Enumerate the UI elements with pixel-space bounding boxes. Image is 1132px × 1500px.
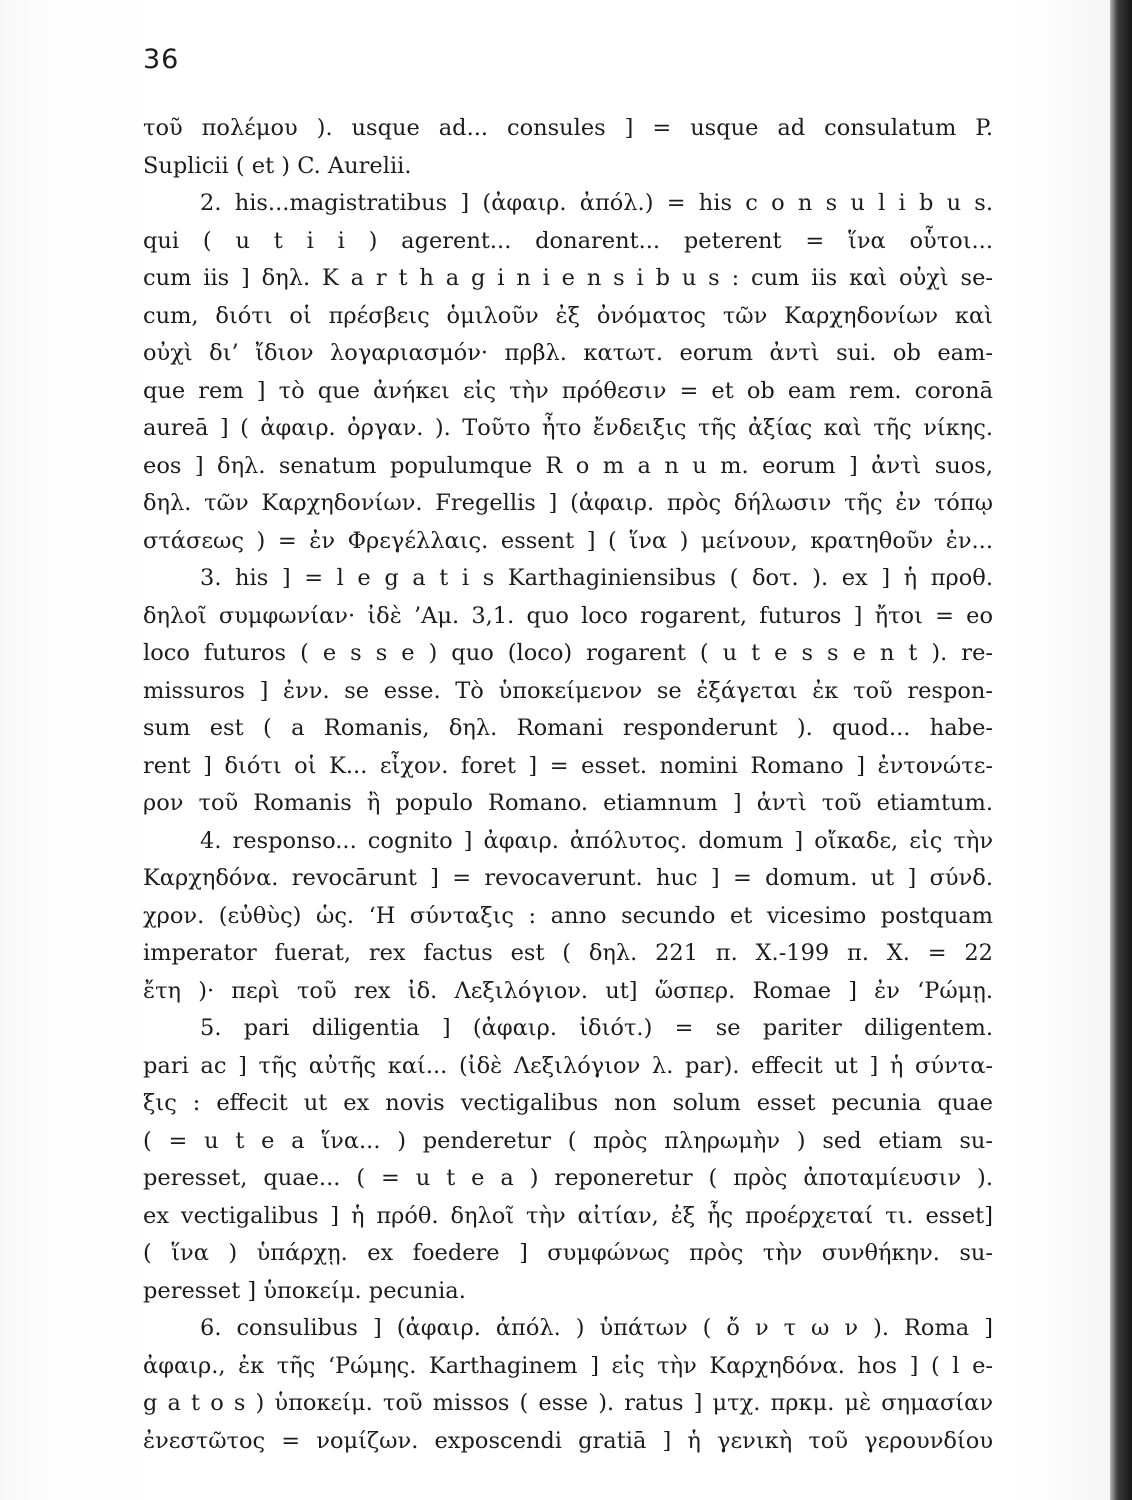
text-line: ἔτη )· περὶ τοῦ rex ἰδ. Λεξιλόγιον. ut] ὥσπερ. Romae ] ἐν ‘Ρώμῃ.	[143, 977, 993, 1004]
text-line: peresset ] ὑποκείμ. pecunia.	[143, 1277, 466, 1304]
text-line: peresset, quae... ( = u t e a ) reponeretur ( πρὸς ἀποταμίευσιν ).	[143, 1165, 993, 1191]
text-line: ἐνεστῶτος = νομίζων. exposcendi gratiā ] ἡ γενικὴ τοῦ γερουνδίου	[143, 1427, 993, 1454]
commentary-text	[143, 110, 993, 1460]
text-line: δηλοῖ συμφωνίαν· ἰδὲ ’Αμ. 3,1. quo loco rogarent, futuros ] ἤτοι = eo	[143, 602, 993, 629]
text-line: imperator fuerat, rex factus est ( δηλ. 221 π. Χ.-199 π. Χ. = 22	[143, 940, 993, 966]
text-line: ἀφαιρ., ἐκ τῆς ‘Ρώμης. Karthaginem ] εἰς τὴν Καρχηδόνα. hos ] ( l e-	[143, 1352, 993, 1379]
text-line: qui ( u t i i ) agerent... donarent... peterent = ἵνα οὗτοι...	[143, 227, 993, 254]
text-line: que rem ] τὸ que ἀνήκει εἰς τὴν πρόθεσιν = et ob eam rem. coronā	[143, 377, 993, 404]
text-line: στάσεως ) = ἐν Φρεγέλλαις. essent ] ( ἵνα ) μείνουν, κρατηθοῦν ἐν...	[143, 527, 993, 554]
text-line: ( = u t e a ἵνα... ) penderetur ( πρὸς πληρωμὴν ) sed etiam su-	[143, 1127, 993, 1154]
page-edge-shadow	[1110, 0, 1132, 1500]
text-line: οὐχὶ δι’ ἴδιον λογαριασμόν· πρβλ. κατωτ. eorum ἀντὶ sui. ob eam-	[143, 340, 993, 366]
text-line: eos ] δηλ. senatum populumque R o m a n u m. eorum ] ἀντὶ suos,	[143, 452, 993, 479]
text-line: sum est ( a Romanis, δηλ. Romani responderunt ). quod... habe-	[143, 715, 993, 741]
text-line: 5. pari diligentia ] (ἀφαιρ. ἰδιότ.) = se pariter diligentem.	[200, 1015, 993, 1041]
text-line: 4. responso... cognito ] ἀφαιρ. ἀπόλυτος. domum ] οἴκαδε, εἰς τὴν	[200, 827, 993, 854]
text-line: aureā ] ( ἀφαιρ. ὀργαν. ). Τοῦτο ἦτο ἔνδειξις τῆς ἀξίας καὶ τῆς νίκης.	[143, 415, 993, 441]
text-line: δηλ. τῶν Καρχηδονίων. Fregellis ] (ἀφαιρ. πρὸς δήλωσιν τῆς ἐν τόπῳ	[143, 490, 993, 516]
text-line: 3. his ] = l e g a t i s Karthaginiensibus ( δοτ. ). ex ] ἡ προθ.	[200, 565, 993, 591]
text-line: loco futuros ( e s s e ) quo (loco) rogarent ( u t e s s e n t ). re-	[143, 640, 993, 666]
text-line: Suplicii ( et ) C. Aurelii.	[143, 152, 412, 179]
text-line: ( ἵνα ) ὑπάρχῃ. ex foedere ] συμφώνως πρὸς τὴν συνθήκην. su-	[143, 1240, 993, 1266]
text-line: g a t o s ) ὑποκείμ. τοῦ missos ( esse ). ratus ] μτχ. πρκμ. μὲ σημασίαν	[143, 1390, 993, 1416]
text-line: 2. his...magistratibus ] (ἀφαιρ. ἀπόλ.) = his c o n s u l i b u s.	[200, 190, 993, 216]
text-line: cum, διότι οἱ πρέσβεις ὁμιλοῦν ἐξ ὀνόματος τῶν Καρχηδονίων καὶ	[143, 302, 993, 329]
text-line: τοῦ πολέμου ). usque ad... consules ] = usque ad consulatum P.	[143, 115, 993, 141]
text-line: χρον. (εὐθὺς) ὡς. ‘Η σύνταξις : anno secundo et vicesimo postquam	[143, 902, 993, 929]
text-line: pari ac ] τῆς αὐτῆς καί... (ἰδὲ Λεξιλόγιον λ. par). effecit ut ] ἡ σύντα-	[143, 1052, 993, 1079]
text-line: Καρχηδόνα. revocārunt ] = revocaverunt. huc ] = domum. ut ] σύνδ.	[143, 865, 993, 891]
text-line: rent ] διότι οἱ Κ... εἶχον. foret ] = esset. nomini Romano ] ἐντονώτε-	[143, 752, 993, 779]
text-line: ex vectigalibus ] ἡ πρόθ. δηλοῖ τὴν αἰτίαν, ἐξ ἧς προέρχεταί τι. esset]	[143, 1202, 993, 1229]
page-number: 36	[143, 44, 180, 75]
text-line: cum iis ] δηλ. K a r t h a g i n i e n s i b u s : cum iis καὶ οὐχὶ se-	[143, 265, 993, 291]
text-line: ρον τοῦ Romanis ἢ populo Romano. etiamnum ] ἀντὶ τοῦ etiamtum.	[143, 790, 993, 816]
text-line: ξις : effecit ut ex novis vectigalibus non solum esset pecunia quae	[143, 1090, 993, 1116]
text-line: missuros ] ἐνν. se esse. Τὸ ὑποκείμενον se ἐξάγεται ἐκ τοῦ respon-	[143, 677, 993, 704]
text-line: 6. consulibus ] (ἀφαιρ. ἀπόλ. ) ὑπάτων ( ὄ ν τ ω ν ). Roma ]	[200, 1315, 993, 1341]
